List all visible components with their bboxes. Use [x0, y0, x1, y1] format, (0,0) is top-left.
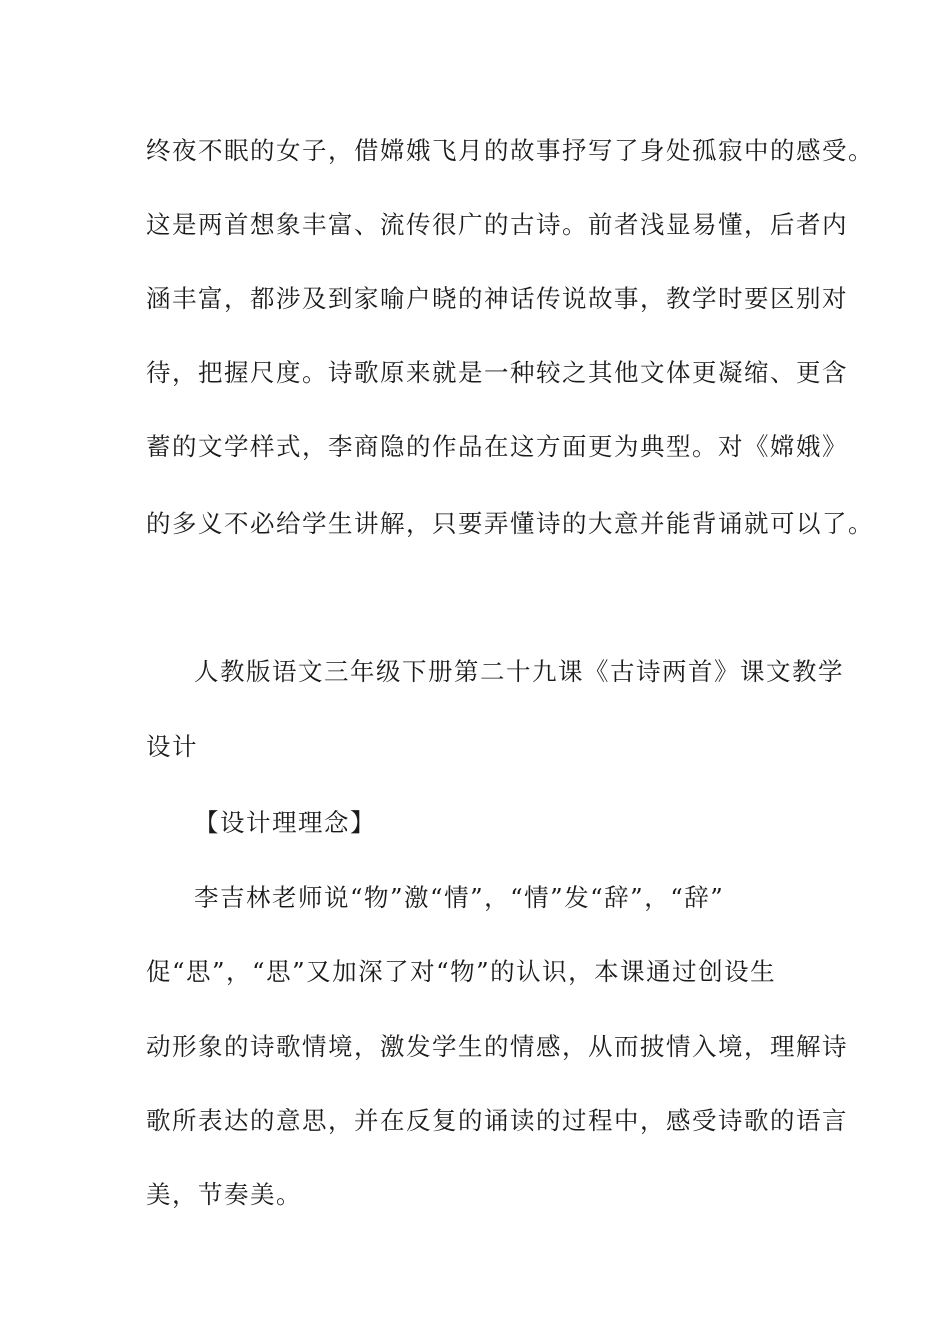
- title-line: 设计: [146, 732, 198, 761]
- text-line: 歌所表达的意思，并在反复的诵读的过程中，感受诗歌的语言: [146, 1106, 848, 1135]
- title-line: 人教版语文三年级下册第二十九课《古诗两首》课文教学: [194, 657, 844, 686]
- text-line: 的多义不必给学生讲解，只要弄懂诗的大意并能背诵就可以了。: [146, 509, 874, 538]
- section-heading: 【设计理理念】: [194, 808, 376, 837]
- text-line: 终夜不眠的女子，借嫦娥飞月的故事抒写了身处孤寂中的感受。: [146, 136, 874, 165]
- text-line: 待，把握尺度。诗歌原来就是一种较之其他文体更凝缩、更含: [146, 358, 848, 387]
- text-line: 涵丰富，都涉及到家喻户晓的神话传说故事，教学时要区别对: [146, 284, 848, 313]
- text-line: 动形象的诗歌情境，激发学生的情感，从而披情入境，理解诗: [146, 1032, 848, 1061]
- text-line: 蓄的文学样式，李商隐的作品在这方面更为典型。对《嫦娥》: [146, 432, 848, 461]
- text-line: 李吉林老师说“物”激“情”，“情”发“辞”，“辞”: [194, 883, 725, 912]
- text-line: 美，节奏美。: [146, 1180, 302, 1209]
- text-line: 促“思”，“思”又加深了对“物”的认识，本课通过创设生: [146, 957, 777, 986]
- text-line: 这是两首想象丰富、流传很广的古诗。前者浅显易懂，后者内: [146, 210, 848, 239]
